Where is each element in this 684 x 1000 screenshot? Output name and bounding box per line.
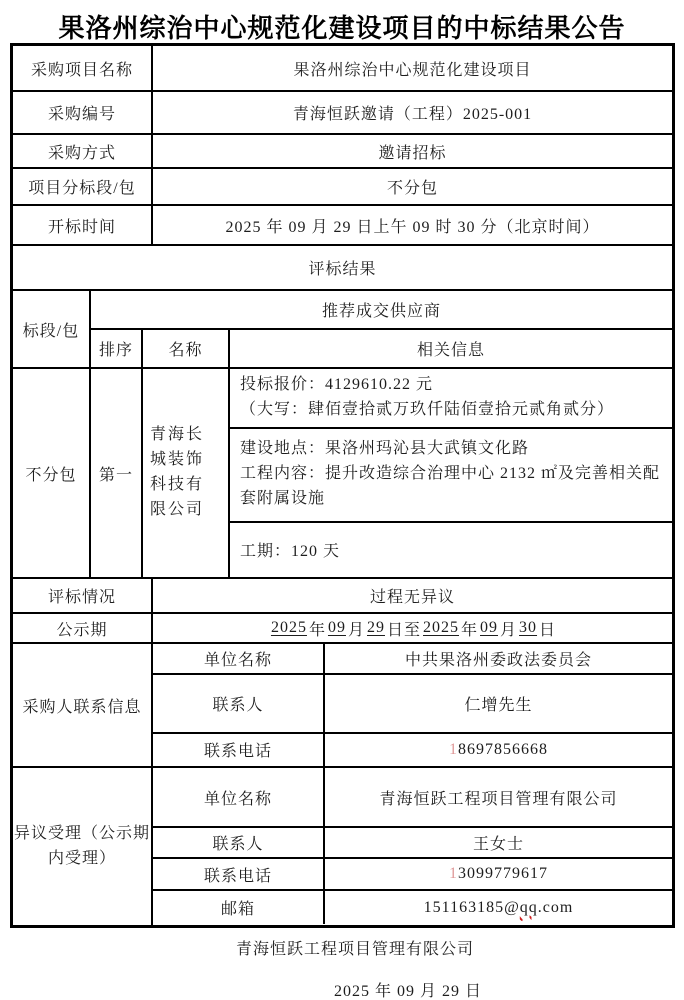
objection-label: 异议受理（公示期内受理） [13,768,153,925]
table-row [13,135,672,169]
publicity-end-month: 09 [480,619,499,636]
construction-location-line: 建设地点：果洛州玛沁县大武镇文化路 [240,440,530,458]
publicity-start-month: 09 [327,619,346,636]
footer-date: 2025 年 09 月 29 日 [333,983,482,1000]
purchaser-unit-label: 单位名称 [153,644,325,673]
name-column-header: 名称 [143,330,230,367]
lot-division-label: 项目分标段/包 [13,169,153,204]
objection-unit-label: 单位名称 [153,768,325,826]
bid-price-words-line: （大写：肆佰壹拾贰万玖仟陆佰壹拾元贰角贰分） [240,400,615,418]
publicity-end-year: 2025 [423,619,459,636]
purchaser-contact-person-label: 联系人 [153,675,325,732]
objection-contact-person-value: 王女士 [472,836,524,853]
purchaser-contact-person-value: 仁增先生 [464,696,533,714]
footer-company-signature: 青海恒跃工程项目管理有限公司 [235,941,474,958]
purchaser-phone-value: 1 8697856668 [449,740,548,758]
project-details-cell [230,429,672,521]
procurement-method-value: 邀请招标 [378,144,447,162]
publicity-start-day: 29 [366,619,385,636]
objection-phone-value: 1 3099779617 [449,865,548,882]
info-column-header: 相关信息 [416,342,485,359]
purchaser-unit-value: 中共果洛州委政法委员会 [404,651,592,669]
objection-section [13,768,672,925]
table-row [13,206,672,246]
bid-price-cell [230,369,672,427]
purchaser-contact-label: 采购人联系信息 [13,644,153,766]
award-rank: 第一 [91,369,143,577]
evaluation-status-label: 评标情况 [13,579,153,612]
evaluation-result-header: 评标结果 [308,261,377,278]
evaluation-status-value: 过程无异议 [369,589,455,606]
procurement-number-label: 采购编号 [13,92,153,133]
table-row [13,92,672,135]
lot-division-value: 不分包 [386,180,438,197]
publicity-start-year: 2025 [270,619,307,636]
table-row [13,46,672,92]
procurement-method-label: 采购方式 [13,135,153,167]
project-name-value: 果洛州综治中心规范化建设项目 [293,61,532,79]
announcement-table [10,43,675,928]
award-lot: 不分包 [13,369,91,577]
procurement-number-value: 青海恒跃邀请（工程）2025-001 [292,106,533,123]
award-row [13,369,672,579]
publicity-period-value: 2025 年 09 月 29 日至 2025 年 09 月 30 日 [270,619,557,639]
bid-opening-time-value: 2025 年 09 月 29 日上午 09 时 30 分（北京时间） [225,218,600,236]
purchaser-contact-section [13,644,672,768]
purchaser-phone-first-digit: 1 [449,740,458,758]
table-row [13,169,672,206]
bid-price-line: 投标报价：4129610.22 元 [240,376,434,393]
project-name-label: 采购项目名称 [13,46,153,90]
rank-column-header: 排序 [91,330,143,367]
recommended-supplier-header: 推荐成交供应商 [321,303,441,320]
objection-phone-label: 联系电话 [153,859,325,889]
supplier-header-section [13,291,672,369]
objection-contact-person-label: 联系人 [153,828,325,857]
bid-opening-time-label: 开标时间 [13,206,153,244]
publicity-period-label: 公示期 [13,614,153,642]
award-supplier-name: 青海长城装饰科技有限公司 [143,369,230,577]
page-title: 果洛州综治中心规范化建设项目的中标结果公告 [58,14,626,43]
objection-email-value: 151163185@ qq .com [423,898,574,916]
objection-phone-first-digit: 1 [449,865,458,882]
publicity-end-day: 30 [519,619,538,636]
lot-column-header: 标段/包 [13,291,91,367]
objection-email-label: 邮箱 [153,891,325,924]
purchaser-phone-label: 联系电话 [153,734,325,766]
table-row [13,614,672,644]
duration-cell: 工期：120 天 [240,543,341,561]
table-row [13,246,672,291]
table-row [13,579,672,614]
objection-unit-value: 青海恒跃工程项目管理有限公司 [379,790,618,808]
email-spellcheck-underline: qq [519,898,538,916]
work-content-line: 工程内容：提升改造综合治理中心 2132 ㎡及完善相关配套附属设施 [240,465,661,507]
